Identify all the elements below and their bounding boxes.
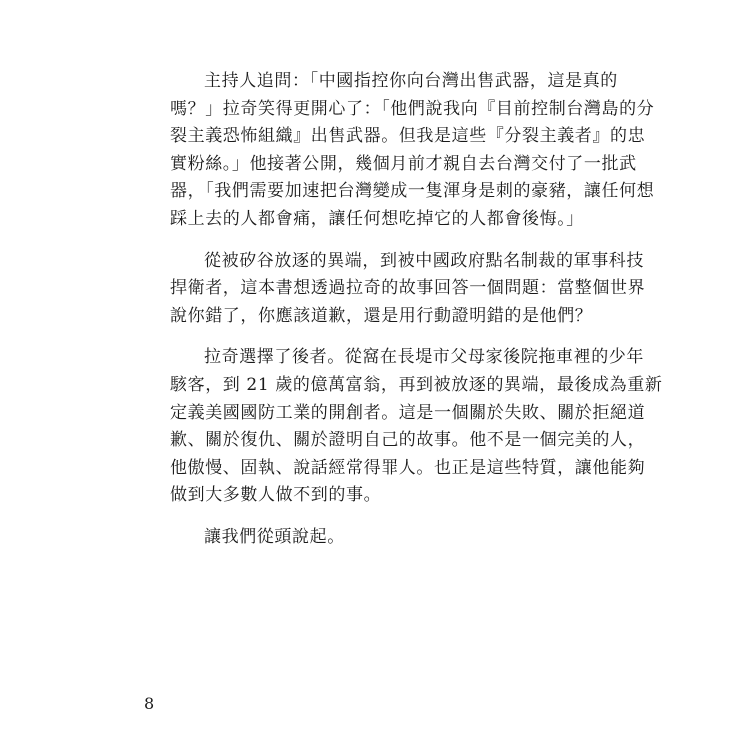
text-line: 器，「我們需要加速把台灣變成一隻渾身是刺的豪豬，讓任何想: [170, 181, 655, 202]
text-line: 說你錯了，你應該道歉，還是用行動證明錯的是他們？: [170, 305, 593, 326]
text-line: 捍衛者，這本書想透過拉奇的故事回答一個問題：當整個世界: [170, 278, 646, 299]
text-line: 從被矽谷放逐的異端，到被中國政府點名制裁的軍事科技: [204, 250, 644, 271]
text-line: 讓我們從頭說起。: [204, 526, 345, 547]
paragraph-1: [170, 68, 655, 234]
paragraph-3: [170, 344, 663, 510]
page-number: 8: [144, 694, 155, 713]
text-line: 主持人追問：「中國指控你向台灣出售武器，這是真的: [204, 71, 618, 91]
paragraph-2: [170, 248, 646, 331]
text-line: 他傲慢、固執、說話經常得罪人。也正是這些特質，讓他能夠: [170, 457, 646, 478]
paragraph-4: [170, 524, 588, 552]
body-text: [170, 68, 663, 566]
text-line: 踩上去的人都會痛，讓任何想吃掉它的人都會後悔。」: [170, 208, 584, 229]
text-line: 定義美國國防工業的開創者。這是一個關於失敗、關於拒絕道: [170, 402, 646, 423]
text-line: 裂主義恐怖組織』出售武器。但我是這些『分裂主義者』的忠: [170, 126, 646, 147]
text-line: 駭客，到 21 歲的億萬富翁，再到被放逐的異端，最後成為重新: [170, 374, 663, 395]
text-line: 拉奇選擇了後者。從窩在長堤市父母家後院拖車裡的少年: [204, 347, 644, 368]
text-line: 歉、關於復仇、關於證明自己的故事。他不是一個完美的人，: [170, 430, 646, 451]
text-line: 嗎？」拉奇笑得更開心了：「他們說我向『目前控制台灣島的分: [170, 98, 655, 119]
text-line: 做到大多數人做不到的事。: [170, 485, 382, 506]
text-line: 實粉絲。」他接著公開，幾個月前才親自去台灣交付了一批武: [170, 153, 637, 174]
